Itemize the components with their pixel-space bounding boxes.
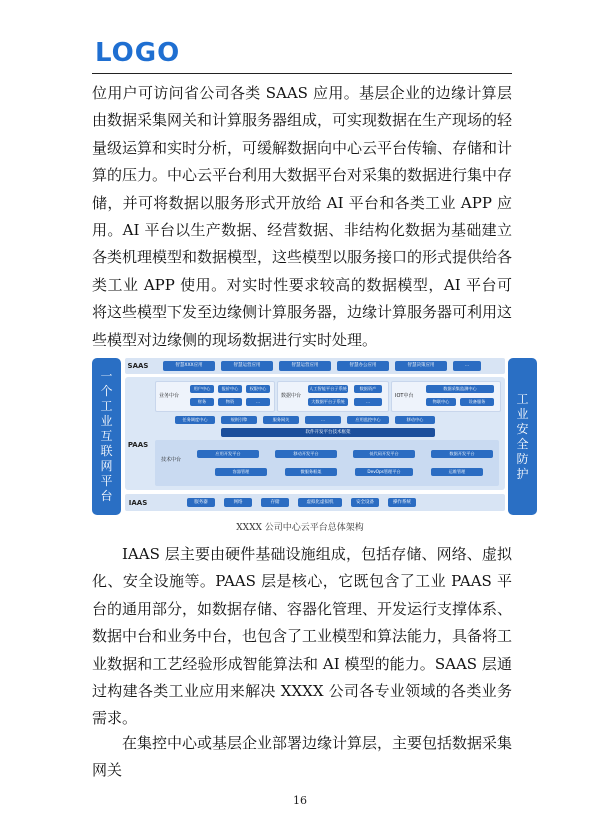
tech-center-label: 技术中台 bbox=[161, 457, 182, 463]
iot-center-label: IOT中台 bbox=[395, 393, 414, 399]
data-center-item: 大数据平台子系统 bbox=[308, 398, 348, 406]
service-chip: 任务调度中心 bbox=[175, 416, 215, 424]
service-chip: 移动中心 bbox=[395, 416, 435, 424]
service-chip: 规则引擎 bbox=[221, 416, 257, 424]
business-center-label: 业务中台 bbox=[159, 393, 180, 399]
left-vertical-text: 一个工业互联网平台 bbox=[100, 369, 113, 503]
page-number: 16 bbox=[293, 794, 307, 807]
tech-center-block bbox=[155, 440, 499, 486]
business-item: 报价中心 bbox=[218, 385, 242, 393]
saas-app: 智慧运营应用 bbox=[221, 361, 273, 371]
tech-item: 应用开发平台 bbox=[197, 450, 259, 458]
saas-layer bbox=[125, 358, 505, 374]
iot-item: 设备服务 bbox=[460, 398, 494, 406]
paragraph-text: 位用户可访问省公司各类 SAAS 应用。基层企业的边缘计算层由数据采集网关和计算服务器组成，可实现数据在生产现场的轻量级运算和实时分析，可缓解数据向中心云平台传输、存储和计算的压力。中心云平台利用大数据平台对采集的数据进行集中存储，并可将数据以服务形式开放给 AI 平台和各类工业 APP 应用。AI 平台以生产数据、经营数据、非结构化数据为基础建立各类机理模型和数据模型，这些模型以服务接口的形式提供给各类工业 APP 使用。对实时性要求较高的数据模型，AI 平台可将这些模型下发至边缘侧计算服务器，边缘计算服务器可利用这些模型对边缘侧的现场数据进行实时处理。 bbox=[92, 84, 513, 349]
service-chip: 应用监控中心 bbox=[347, 416, 389, 424]
tech-item: 低代码开发平台 bbox=[353, 450, 415, 458]
paas-layer bbox=[125, 377, 505, 490]
iaas-layer bbox=[125, 494, 505, 511]
iaas-item: 存储 bbox=[261, 498, 289, 507]
industrial-internet-platform-label bbox=[92, 358, 121, 515]
saas-app: 智慧决策应用 bbox=[395, 361, 447, 371]
iaas-item: 虚拟化虚拟机 bbox=[298, 498, 342, 507]
saas-label: SAAS bbox=[127, 362, 149, 370]
service-chip: 服务网关 bbox=[263, 416, 299, 424]
saas-app: 智慧XXX应用 bbox=[163, 361, 215, 371]
architecture-layers bbox=[125, 358, 505, 515]
tech-item: 微服务框架 bbox=[285, 468, 337, 476]
data-center-block bbox=[277, 381, 389, 412]
paragraph-text: IAAS 层主要由硬件基础设施组成，包括存储、网络、虚拟化、安全设施等。PAAS 层是核心，它既包含了工业 PAAS 平台的通用部分，如数据存储、容器化管理、开发运行支撑体系、数据中台和业务中台，也包含了工业模型和算法能力，具备将工业数据和工艺经验形成智能算法和 AI 模型的能力。SAAS 层通过构建各类工业应用来解决 XXXX 公司各专业领域的各类业务需求。 bbox=[92, 545, 513, 728]
business-item: 物资 bbox=[218, 398, 242, 406]
saas-app: 智慧运营应用 bbox=[279, 361, 331, 371]
saas-app: 智慧办公应用 bbox=[337, 361, 389, 371]
service-chip: ... bbox=[305, 416, 341, 424]
iaas-label: IAAS bbox=[128, 499, 148, 507]
saas-app: ... bbox=[453, 361, 481, 371]
business-item: ... bbox=[246, 398, 270, 406]
figure-caption: XXXX 公司中心云平台总体架构 bbox=[236, 523, 364, 533]
tech-item: 数据开发平台 bbox=[431, 450, 493, 458]
iaas-item: 安全设备 bbox=[351, 498, 379, 507]
logo: LOGO bbox=[95, 38, 181, 68]
iot-item: 数据采集监测中心 bbox=[426, 385, 494, 393]
data-center-item: 数据资产 bbox=[354, 385, 382, 393]
iaas-item: 服务器 bbox=[187, 498, 215, 507]
iot-item: 物联中心 bbox=[426, 398, 456, 406]
iaas-items bbox=[187, 498, 416, 507]
tech-item: 移动开发平台 bbox=[275, 450, 337, 458]
header-divider bbox=[92, 73, 512, 74]
data-center-item: 人工智能平台子系统 bbox=[309, 386, 347, 391]
iaas-item: 操作系统 bbox=[388, 498, 416, 507]
dev-platform-bar: 软件开发平台技术框架 bbox=[221, 428, 435, 437]
saas-apps bbox=[163, 361, 481, 371]
industrial-security-label bbox=[508, 358, 537, 515]
data-center-label: 数据中台 bbox=[281, 393, 302, 399]
right-vertical-text: 工业安全防护 bbox=[516, 391, 529, 481]
iot-center-block bbox=[391, 381, 501, 412]
tech-item: 容器管理 bbox=[215, 468, 267, 476]
business-item: 权限中心 bbox=[246, 385, 270, 393]
iaas-item: 网络 bbox=[224, 498, 252, 507]
paragraph-edge bbox=[92, 730, 512, 785]
business-center-block bbox=[155, 381, 275, 412]
paragraph-text: 在集控中心或基层企业部署边缘计算层，主要包括数据采集网关 bbox=[92, 734, 513, 780]
data-center-item: ... bbox=[354, 398, 382, 406]
paragraph-intro bbox=[92, 80, 512, 354]
paragraph-layers bbox=[92, 541, 512, 733]
business-item: 财务 bbox=[190, 398, 214, 406]
architecture-figure bbox=[92, 358, 537, 515]
paas-label: PAAS bbox=[127, 441, 149, 449]
tech-item: 运维管理 bbox=[431, 468, 483, 476]
business-item: 用户中心 bbox=[190, 385, 214, 393]
tech-item: DevOps管理平台 bbox=[355, 468, 413, 476]
